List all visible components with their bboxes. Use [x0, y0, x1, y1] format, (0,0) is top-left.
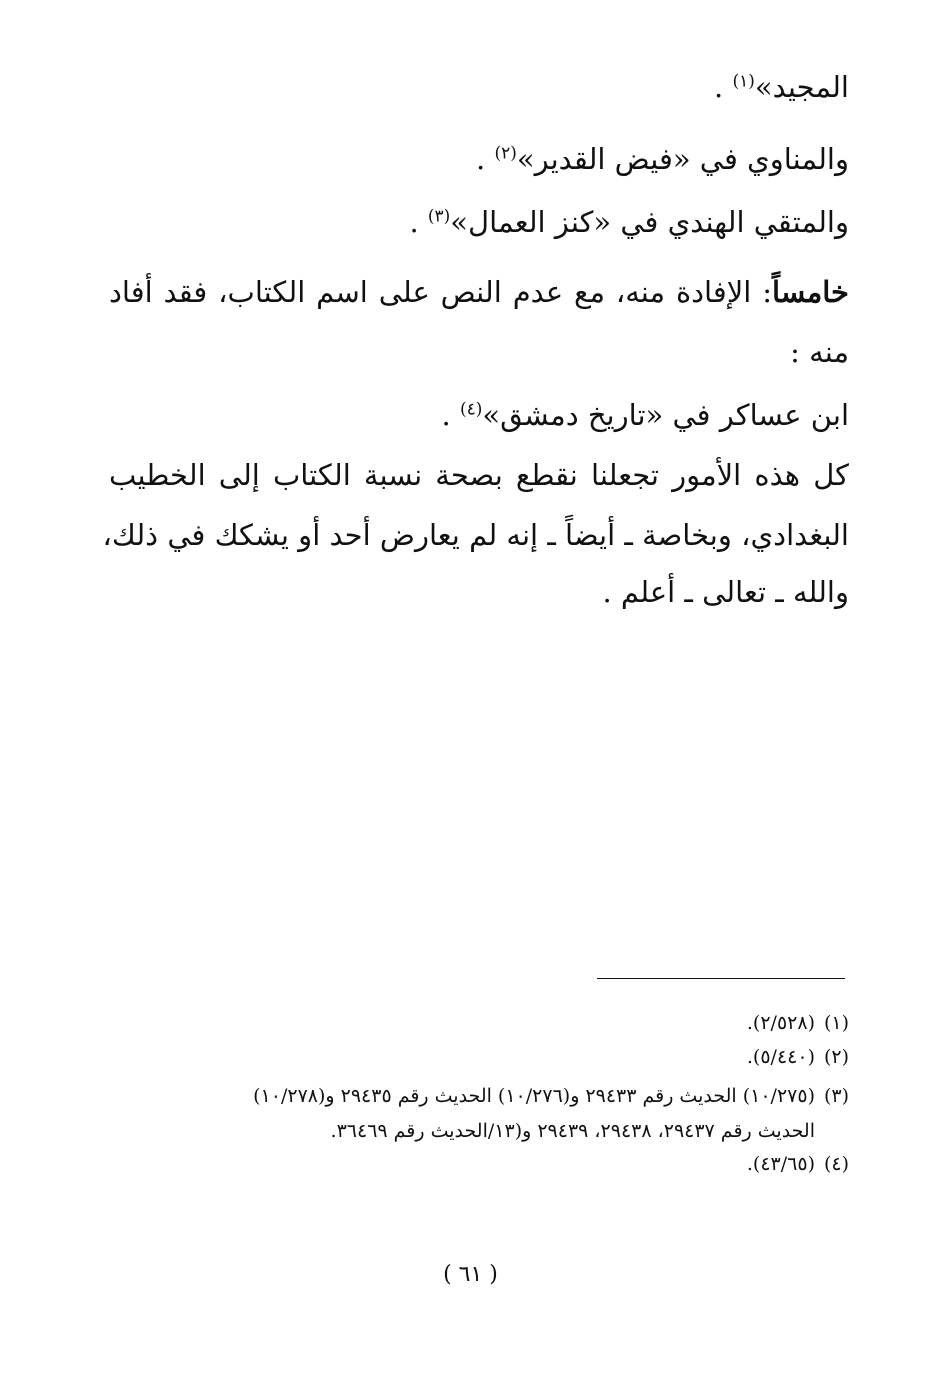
footnote-number: (١): [823, 1012, 849, 1034]
footnote-ref-2[interactable]: (٢): [494, 143, 517, 164]
line-8-text: البغدادي، وبخاصة ـ أيضاً ـ إنه لم يعارض أحد أو يشكك في ذلك،: [102, 518, 849, 552]
text-line-8: [102, 518, 849, 552]
text-line-4: [109, 275, 849, 309]
line-9-text: والله ـ تعالى ـ أعلم .: [602, 575, 849, 609]
footnote-3: [104, 1085, 849, 1107]
footnote-text: (٢/٥٢٨).: [746, 1012, 815, 1034]
footnote-separator: [597, 978, 845, 979]
line-4-text: : الإفادة منه، مع عدم النص على اسم الكتاب، فقد أفاد: [109, 275, 772, 309]
footnote-number: (٤): [823, 1153, 849, 1175]
line-6-text: ابن عساكر في «تاريخ دمشق»: [482, 398, 849, 432]
text-line-3: [409, 205, 849, 239]
line-2-end: .: [476, 142, 495, 176]
heading-khamisan: خامساً: [771, 275, 849, 309]
footnote-text: (٥/٤٤٠).: [746, 1046, 815, 1068]
footnote-text: (٤٣/٦٥).: [746, 1153, 815, 1175]
footnote-3-continuation: [331, 1120, 815, 1142]
footnote-2: [104, 1046, 849, 1068]
text-line-7: [109, 458, 849, 492]
footnote-ref-1[interactable]: (١): [732, 71, 755, 92]
line-6-end: .: [441, 398, 460, 432]
footnote-ref-3[interactable]: (٣): [427, 206, 451, 227]
line-2-text: والمناوي في «فيض القدير»: [516, 142, 849, 176]
footnote-number: (٣): [823, 1085, 849, 1107]
line-7-text: كل هذه الأمور تجعلنا نقطع بصحة نسبة الكتاب إلى الخطيب: [109, 458, 849, 492]
footnote-number: (٢): [823, 1046, 849, 1068]
footnote-text: (١٠/٢٧٥) الحديث رقم ٢٩٤٣٣ و(١٠/٢٧٦) الحديث رقم ٢٩٤٣٥ و(١٠/٢٧٨): [253, 1085, 815, 1107]
text-line-2: [476, 142, 849, 176]
footnote-1: [104, 1012, 849, 1034]
line-1-text: المجيد»: [754, 70, 849, 104]
text-line-6: [442, 398, 849, 432]
line-3-end: .: [409, 205, 428, 239]
line-3-text: والمتقي الهندي في «كنز العمال»: [450, 205, 849, 239]
footnote-text: الحديث رقم ٢٩٤٣٧، ٢٩٤٣٨، ٢٩٤٣٩ و(١٣/الحديث رقم ٣٦٤٦٩.: [330, 1120, 815, 1142]
footnote-4: [104, 1153, 849, 1175]
footnote-ref-4[interactable]: (٤): [459, 399, 483, 420]
line-5-text: منه :: [790, 335, 849, 369]
text-line-1: [714, 70, 849, 104]
line-1-end: .: [714, 70, 733, 104]
text-line-9: [602, 575, 849, 609]
page-number: ( ٦١ ): [443, 1262, 498, 1287]
text-line-5: [790, 335, 849, 369]
